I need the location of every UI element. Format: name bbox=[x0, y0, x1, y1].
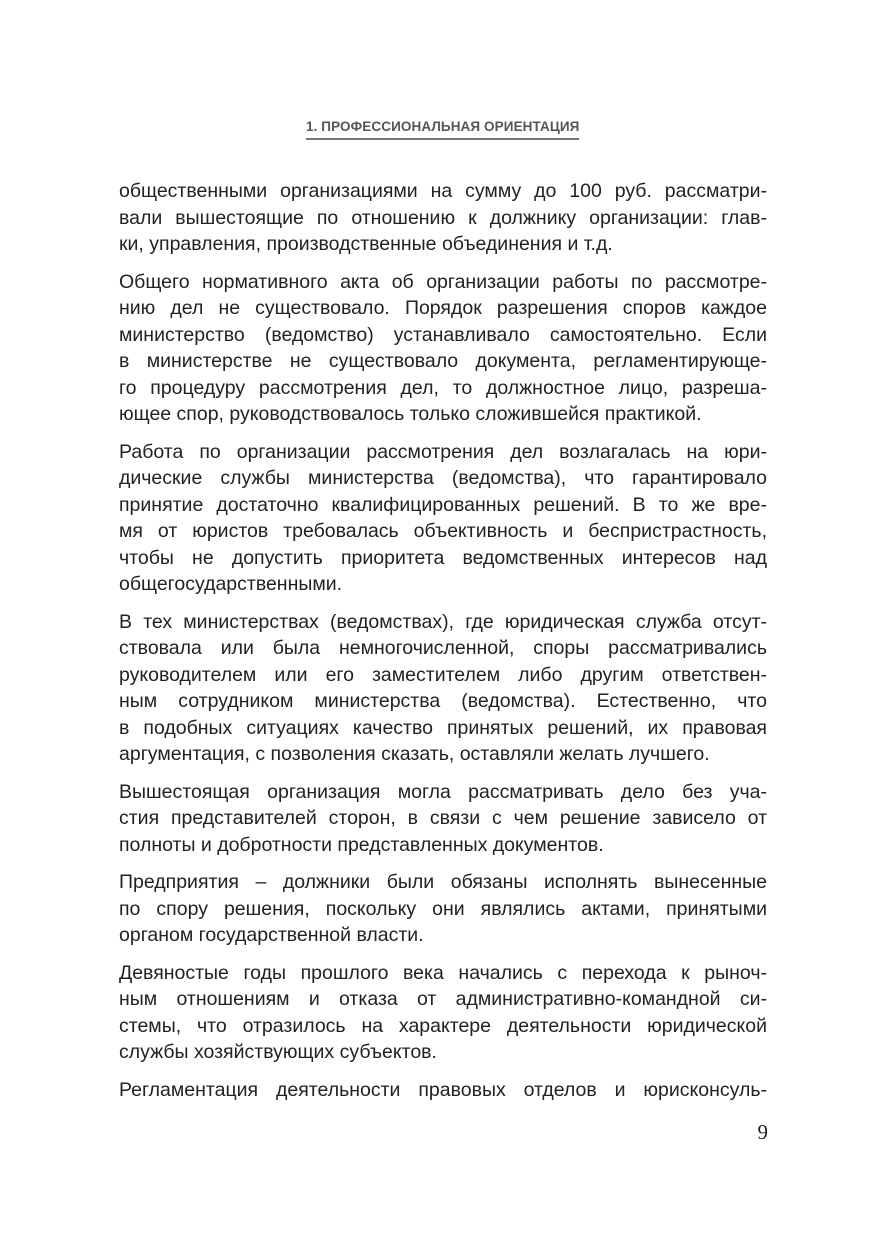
paragraph bbox=[119, 439, 767, 598]
text-line: ствовала или была немногочисленной, споры рассматривались bbox=[119, 637, 767, 659]
text-line: Предприятия – должники были обязаны исполнять вынесенные bbox=[119, 871, 767, 893]
text-line: нию дел не существовало. Порядок разрешения споров каждое bbox=[119, 297, 767, 319]
paragraph bbox=[119, 869, 767, 949]
text-line: стемы, что отразилось на характере деятельности юридической bbox=[119, 1014, 767, 1037]
text-line: Регламентация деятельности правовых отделов и юрисконсуль- bbox=[119, 1078, 767, 1101]
text-line: мя от юристов требовалась объективность и беспристрастность, bbox=[119, 520, 767, 542]
paragraph bbox=[119, 178, 767, 258]
text-line: службы хозяйствующих субъектов. bbox=[119, 1041, 437, 1063]
text-line: министерство (ведомство) устанавливало самостоятельно. Если bbox=[119, 323, 767, 346]
text-line: полноты и добротности представленных документов. bbox=[119, 833, 604, 856]
text-line: аргументация, с позволения сказать, оставляли желать лучшего. bbox=[119, 743, 710, 765]
text-line: принятие достаточно квалифицированных решений. В то же вре- bbox=[119, 493, 767, 516]
text-line: органом государственной власти. bbox=[119, 924, 424, 946]
text-line: в министерстве не существовало документа, регламентирующе- bbox=[119, 350, 767, 372]
text-line: общегосударственными. bbox=[119, 573, 343, 595]
text-line: ным отношениям и отказа от административно-командной си- bbox=[119, 988, 767, 1010]
text-line: дические службы министерства (ведомства), что гарантировало bbox=[119, 467, 767, 489]
paragraph bbox=[119, 1077, 767, 1104]
text-line: го процедуру рассмотрения дел, то должностное лицо, разреша- bbox=[119, 376, 767, 399]
text-line: ющее спор, руководствовалось только сложившейся практикой. bbox=[119, 403, 702, 425]
text-line: Девяностые годы прошлого века начались с перехода к рыноч- bbox=[119, 961, 767, 984]
paragraph bbox=[119, 269, 767, 428]
text-line: Работа по организации рассмотрения дел возлагалась на юри- bbox=[119, 440, 767, 463]
paragraph bbox=[119, 779, 767, 859]
text-line: Вышестоящая организация могла рассматривать дело без уча- bbox=[119, 780, 767, 803]
text-line: ки, управления, производственные объединения и т.д. bbox=[119, 233, 613, 255]
text-line: стия представителей сторон, в связи с чем решение зависело от bbox=[119, 807, 767, 829]
text-line: В тех министерствах (ведомствах), где юридическая служба отсут- bbox=[119, 610, 767, 633]
text-line: ным сотрудником министерства (ведомства). Естественно, что bbox=[119, 690, 767, 712]
text-line: Общего нормативного акта об организации работы по рассмотре- bbox=[119, 270, 767, 293]
running-header: 1. ПРОФЕССИОНАЛЬНАЯ ОРИЕНТАЦИЯ bbox=[306, 119, 579, 140]
paragraph bbox=[119, 609, 767, 768]
text-line: по спору решения, поскольку они являлись актами, принятыми bbox=[119, 897, 767, 920]
body-text bbox=[119, 178, 767, 1114]
page-number: 9 bbox=[757, 1120, 768, 1144]
text-line: общественными организациями на сумму до 100 руб. рассматри- bbox=[119, 180, 767, 202]
text-line: чтобы не допустить приоритета ведомственных интересов над bbox=[119, 546, 767, 569]
text-line: вали вышестоящие по отношению к должнику организации: глав- bbox=[119, 206, 767, 229]
text-line: в подобных ситуациях качество принятых решений, их правовая bbox=[119, 716, 767, 739]
paragraph bbox=[119, 960, 767, 1066]
text-line: руководителем или его заместителем либо другим ответствен- bbox=[119, 663, 767, 686]
